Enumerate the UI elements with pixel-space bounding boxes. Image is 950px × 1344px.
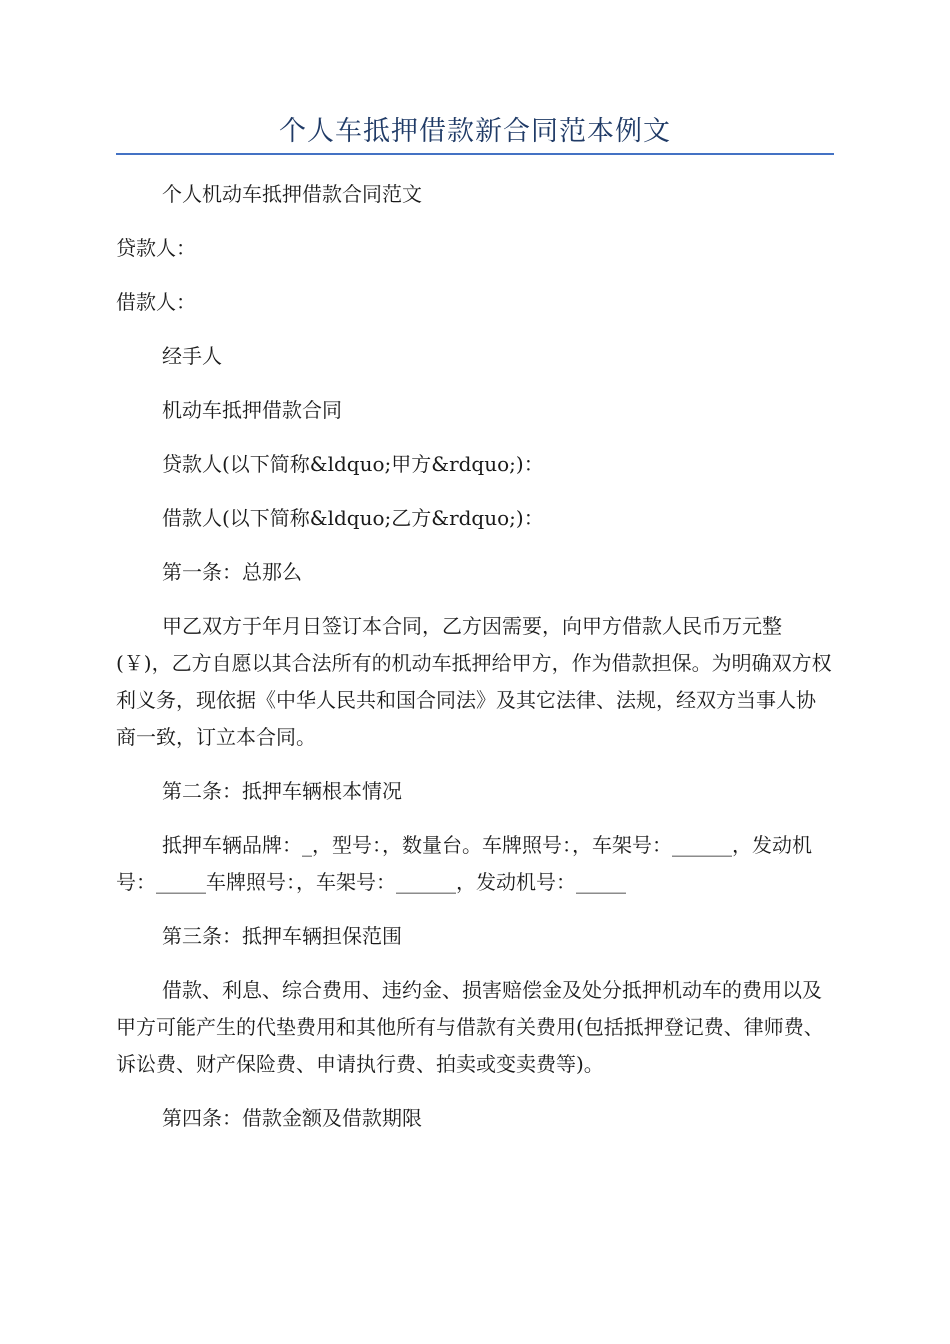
article-3-body: 借款、利息、综合费用、违约金、损害赔偿金及处分抵押机动车的费用以及甲方可能产生的代垫费用和其他所有与借款有关费用(包括抵押登记费、律师费、诉讼费、财产保险费、申请执行费、拍卖或变卖费等)。 xyxy=(116,978,824,1076)
paragraph-party-a: 贷款人(以下简称&ldquo;甲方&rdquo;)： xyxy=(162,452,544,476)
article-2-body: 抵押车辆品牌：_，型号：，数量台。车牌照号：，车架号：______，发动机号：_____车牌照号：，车架号：______，发动机号：_____ xyxy=(116,833,812,894)
title-underline xyxy=(116,153,834,155)
article-4-heading: 第四条：借款金额及借款期限 xyxy=(162,1106,422,1130)
article-1-heading: 第一条：总那么 xyxy=(162,560,302,584)
paragraph-lender: 贷款人： xyxy=(116,236,196,260)
article-1-body: 甲乙双方于年月日签订本合同，乙方因需要，向甲方借款人民币万元整(￥)，乙方自愿以其合法所有的机动车抵押给甲方，作为借款担保。为明确双方权利义务，现依据《中华人民共和国合同法》及其它法律、法规，经双方当事人协商一致，订立本合同。 xyxy=(116,614,832,749)
paragraph-handler: 经手人 xyxy=(162,344,222,368)
paragraph-party-b: 借款人(以下简称&ldquo;乙方&rdquo;)： xyxy=(162,506,544,530)
paragraph-heading: 个人机动车抵押借款合同范文 xyxy=(162,182,422,206)
article-2-heading: 第二条：抵押车辆根本情况 xyxy=(162,779,402,803)
paragraph-contract-title: 机动车抵押借款合同 xyxy=(162,398,342,422)
paragraph-borrower: 借款人： xyxy=(116,290,196,314)
document-body xyxy=(116,176,834,1154)
article-3-heading: 第三条：抵押车辆担保范围 xyxy=(162,924,402,948)
document-title: 个人车抵押借款新合同范本例文 xyxy=(279,116,671,147)
